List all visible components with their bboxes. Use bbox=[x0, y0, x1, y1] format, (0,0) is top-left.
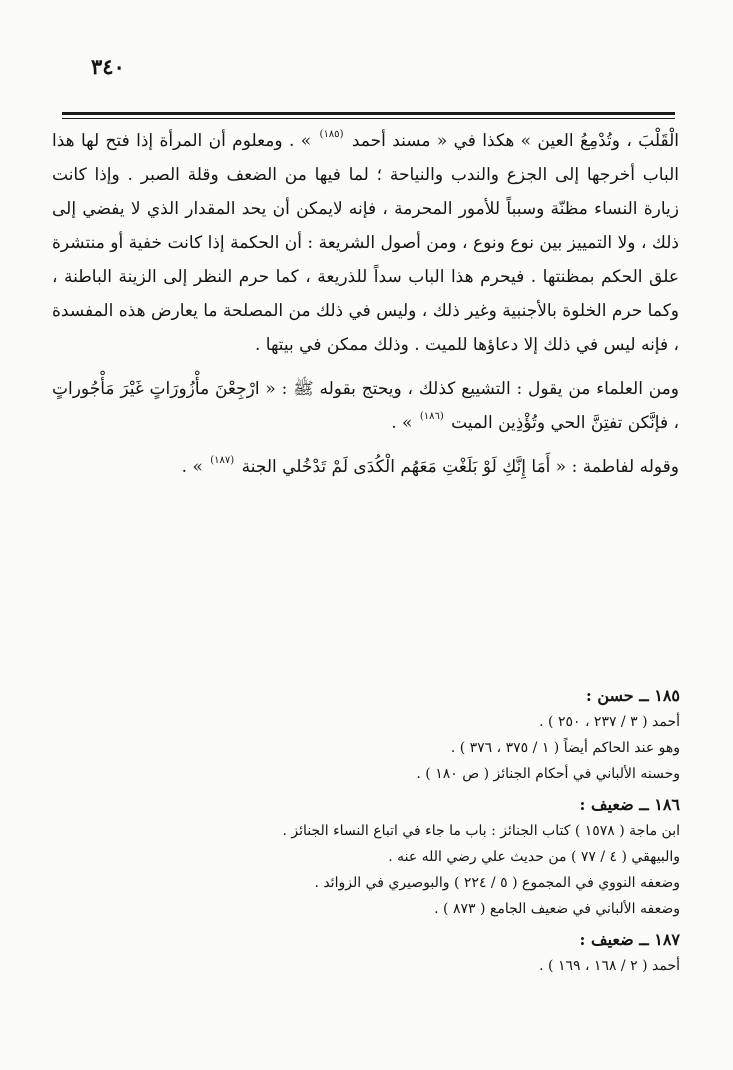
footnotes bbox=[80, 683, 680, 984]
footnote-line: وضعفه الألباني في ضعيف الجامع ( ٨٧٣ ) . bbox=[434, 901, 680, 917]
paragraph-3-text-a: وقوله لفاطمة : « أَمَا إِنَّكِ لَوْ بَلَغْتِ مَعَهُم الْكُدَى لَمْ تَدْخُلي الجنة bbox=[241, 457, 679, 477]
paragraph-1-text-a: الْقَلْبَ ، وتُدْمِعُ العين » هكذا في « مسند أحمد bbox=[351, 131, 680, 151]
paragraph-2 bbox=[52, 372, 679, 440]
footnote-187 bbox=[80, 927, 680, 979]
footnote-heading: ١٨٦ ــ ضعيف : bbox=[579, 795, 680, 814]
paragraph-3-text-b: » . bbox=[181, 457, 203, 477]
footnote-heading: ١٨٧ ــ ضعيف : bbox=[579, 930, 680, 949]
footnote-line: أحمد ( ٣ / ٢٣٧ ، ٢٥٠ ) . bbox=[539, 714, 680, 730]
footnote-line: وحسنه الألباني في أحكام الجنائز ( ص ١٨٠ ) . bbox=[416, 766, 680, 782]
footnote-185 bbox=[80, 683, 680, 787]
paragraph-1-text-b: » . ومعلوم أن المرأة إذا فتح لها هذا الباب أخرجها إلى الجزع والندب والنياحة ؛ لما فيها من الضعف وقلة الصبر . وإذا كانت زيارة النساء مظنّة وسبباً للأمور المحرمة ، فإنه لايمكن أن يحد المقدار الذي لا يفضي إلى ذلك ، ولا التمييز بين نوع ونوع ، ومن أصول الشريعة : أن الحكمة إذا كانت خفية أو منتشرة علق الحكم بمظنتها . فيحرم هذا الباب سداً للذريعة ، كما حرم النظر إلى الزينة الباطنة ، وكما حرم الخلوة بالأجنبية وغير ذلك ، وليس في ذلك من المصلحة ما يعارض هذه المفسدة ، فإنه ليس في ذلك إلا دعاؤها للميت . وذلك ممكن في بيتها . bbox=[52, 131, 679, 355]
footnote-line: وهو عند الحاكم أيضاً ( ١ / ٣٧٥ ، ٣٧٦ ) . bbox=[450, 740, 680, 756]
footnote-ref-186[interactable]: (١٨٦) bbox=[419, 411, 444, 422]
header-rule-thin bbox=[62, 118, 675, 119]
paragraph-2-text-a: ومن العلماء من يقول : التشييع كذلك ، ويحتج بقوله ﷺ : « ارْجِعْنَ مأْزُورَاتٍ غَيْرَ مَأْجُوراتٍ ، فإنَّكن تفتِنَّ الحي وتُؤْذِين الميت bbox=[52, 379, 679, 433]
header-rule-thick bbox=[62, 112, 675, 115]
footnote-heading: ١٨٥ ــ حسن : bbox=[585, 686, 680, 705]
footnote-ref-185[interactable]: (١٨٥) bbox=[319, 129, 344, 140]
footnote-line: ابن ماجة ( ١٥٧٨ ) كتاب الجنائز : باب ما جاء في اتباع النساء الجنائز . bbox=[282, 823, 680, 839]
page-number: ٣٤٠ bbox=[91, 54, 125, 79]
footnote-line: والبيهقي ( ٤ / ٧٧ ) من حديث علي رضي الله عنه . bbox=[388, 849, 680, 865]
paragraph-1 bbox=[52, 124, 679, 362]
footnote-ref-187[interactable]: (١٨٧) bbox=[210, 455, 235, 466]
main-text bbox=[52, 124, 679, 484]
footnote-186 bbox=[80, 792, 680, 922]
paragraph-3 bbox=[52, 450, 679, 484]
footnote-line: أحمد ( ٢ / ١٦٨ ، ١٦٩ ) . bbox=[539, 958, 680, 974]
footnote-line: وضعفه النووي في المجموع ( ٥ / ٢٢٤ ) والبوصيري في الزوائد . bbox=[314, 875, 680, 891]
paragraph-2-text-b: » . bbox=[391, 413, 413, 433]
